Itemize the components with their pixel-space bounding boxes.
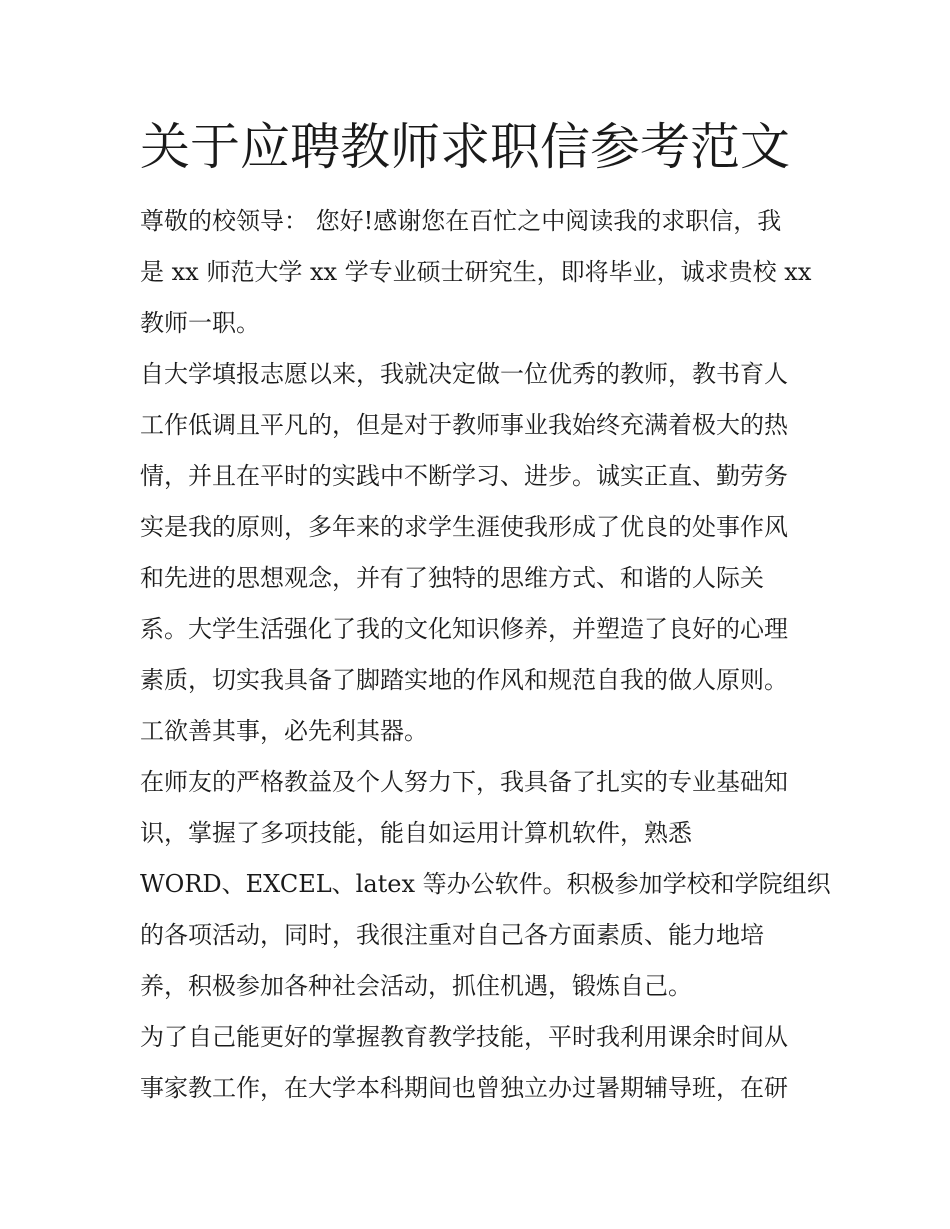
- body-line: 事家教工作，在大学本科期间也曾独立办过暑期辅导班，在研: [140, 1074, 788, 1102]
- body-line: 和先进的思想观念，并有了独特的思维方式、和谐的人际关: [140, 564, 764, 592]
- body-line: 素质，切实我具备了脚踏实地的作风和规范自我的做人原则。: [140, 666, 788, 694]
- body-line: 在师友的严格教益及个人努力下，我具备了扎实的专业基础知: [140, 768, 788, 796]
- body-line: 的各项活动，同时，我很注重对自己各方面素质、能力地培: [140, 921, 764, 949]
- body-line: 尊敬的校领导： 您好!感谢您在百忙之中阅读我的求职信，我: [140, 207, 782, 235]
- body-line: 识，掌握了多项技能，能自如运用计算机软件，熟悉: [140, 819, 692, 847]
- body-line: 实是我的原则，多年来的求学生涯使我形成了优良的处事作风: [140, 513, 788, 541]
- body-line: 情，并且在平时的实践中不断学习、进步。诚实正直、勤劳务: [140, 462, 788, 490]
- body-line: 为了自己能更好的掌握教育教学技能，平时我利用课余时间从: [140, 1023, 788, 1051]
- document-body: [140, 196, 840, 1114]
- body-line: 养，积极参加各种社会活动，抓住机遇，锻炼自己。: [140, 972, 692, 1000]
- body-line: WORD、EXCEL、latex 等办公软件。积极参加学校和学院组织: [140, 870, 831, 898]
- body-line: 自大学填报志愿以来，我就决定做一位优秀的教师，教书育人: [140, 360, 788, 388]
- body-line: 工欲善其事，必先利其器。: [140, 717, 428, 745]
- body-line: 工作低调且平凡的，但是对于教师事业我始终充满着极大的热: [140, 411, 788, 439]
- body-line: 系。大学生活强化了我的文化知识修养，并塑造了良好的心理: [140, 615, 788, 643]
- document-title: 关于应聘教师求职信参考范文: [140, 118, 790, 176]
- body-line: 教师一职。: [140, 309, 260, 337]
- body-line: 是 xx 师范大学 xx 学专业硕士研究生，即将毕业，诚求贵校 xx: [140, 258, 812, 286]
